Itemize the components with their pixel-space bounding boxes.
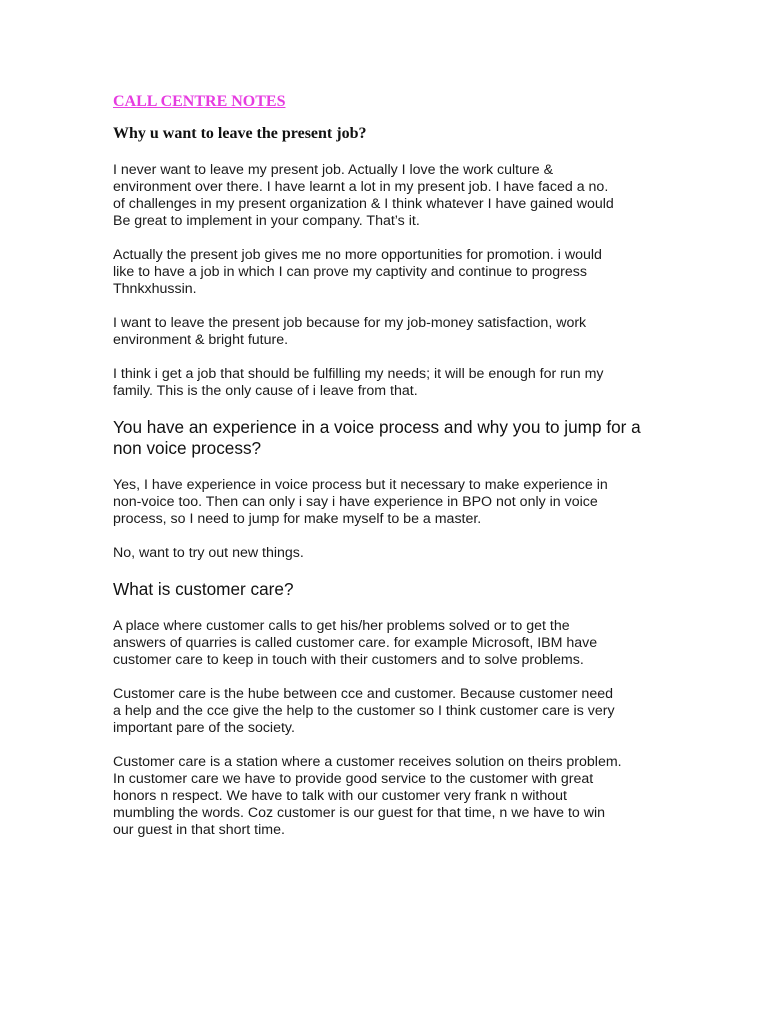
text-line: our guest in that short time. — [113, 822, 285, 838]
paragraph — [113, 247, 673, 298]
paragraph — [113, 545, 673, 562]
paragraph — [113, 162, 673, 230]
text-line: environment & bright future. — [113, 332, 289, 348]
document-title: CALL CENTRE NOTES — [113, 93, 286, 110]
text-line: honors n respect. We have to talk with our customer very frank n without — [113, 788, 567, 804]
document-page — [113, 92, 673, 856]
text-line: important pare of the society. — [113, 720, 295, 736]
question-heading-leave-job: Why u want to leave the present job? — [113, 125, 367, 142]
text-line: I want to leave the present job because for my job-money satisfaction, work — [113, 315, 587, 331]
paragraph — [113, 366, 673, 400]
text-line: answers of quarries is called customer care. for example Microsoft, IBM have — [113, 635, 598, 651]
text-line: Customer care is the hube between cce and customer. Because customer need — [113, 686, 613, 702]
text-line: non-voice too. Then can only i say i have experience in BPO not only in voice — [113, 494, 598, 510]
heading-line: You have an experience in a voice process and why you to jump for a — [113, 417, 641, 437]
heading-line: non voice process? — [113, 438, 262, 458]
question-heading-voice-process — [113, 417, 673, 459]
text-line: environment over there. I have learnt a lot in my present job. I have faced a no. — [113, 179, 609, 195]
paragraph — [113, 686, 673, 737]
text-line: Thnkxhussin. — [113, 281, 197, 297]
text-line: family. This is the only cause of i leave from that. — [113, 383, 418, 399]
text-line: mumbling the words. Coz customer is our guest for that time, n we have to win — [113, 805, 606, 821]
text-line: Be great to implement in your company. That’s it. — [113, 213, 420, 229]
text-line: a help and the cce give the help to the customer so I think customer care is very — [113, 703, 615, 719]
text-line: Customer care is a station where a customer receives solution on theirs problem. — [113, 754, 622, 770]
text-line: In customer care we have to provide good service to the customer with great — [113, 771, 594, 787]
paragraph — [113, 315, 673, 349]
text-line: I never want to leave my present job. Actually I love the work culture & — [113, 162, 554, 178]
heading-line: What is customer care? — [113, 579, 294, 599]
text-line: like to have a job in which I can prove my captivity and continue to progress — [113, 264, 587, 280]
text-line: A place where customer calls to get his/her problems solved or to get the — [113, 618, 570, 634]
paragraph — [113, 618, 673, 669]
text-line: customer care to keep in touch with their customers and to solve problems. — [113, 652, 584, 668]
text-line: Actually the present job gives me no more opportunities for promotion. i would — [113, 247, 602, 263]
question-heading-customer-care — [113, 579, 673, 600]
text-line: I think i get a job that should be fulfilling my needs; it will be enough for run my — [113, 366, 604, 382]
text-line: No, want to try out new things. — [113, 545, 304, 561]
paragraph — [113, 477, 673, 528]
text-line: Yes, I have experience in voice process but it necessary to make experience in — [113, 477, 608, 493]
text-line: of challenges in my present organization & I think whatever I have gained would — [113, 196, 614, 212]
text-line: process, so I need to jump for make myself to be a master. — [113, 511, 482, 527]
paragraph — [113, 754, 673, 839]
